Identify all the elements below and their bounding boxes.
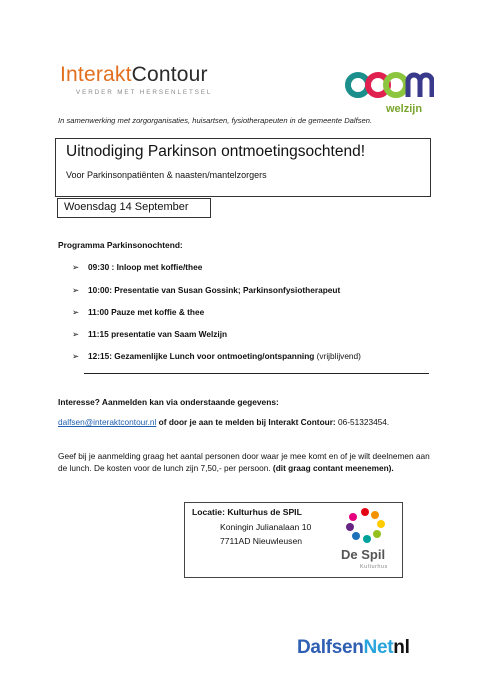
arrow-bullet-icon: ➢ (72, 307, 79, 317)
intro-text: In samenwerking met zorgorganisaties, huisartsen, fysiotherapeuten in de gemeente Dalfsen. (58, 116, 373, 125)
program-item-text: 09:30 : Inloop met koffie/thee (88, 262, 203, 272)
saam-logo-sub: welzijn (386, 103, 423, 115)
phone-number: 06-51323454. (335, 417, 390, 427)
contact-line (58, 417, 389, 427)
dalfsennet-part-net: Net (363, 637, 394, 658)
program-item-text: 12:15: Gezamenlijke Lunch voor ontmoeting/ontspanning (88, 351, 315, 361)
dalfsennet-part-nl: nl (393, 637, 410, 658)
contact-text: of door je aan te melden bij Interakt Contour: (156, 417, 336, 427)
dalfsennet-logo (297, 637, 410, 659)
info-bold-text: (dit graag contant meenemen). (270, 462, 394, 473)
arrow-bullet-icon: ➢ (72, 329, 79, 339)
program-item (72, 329, 227, 339)
page-subtitle: Voor Parkinsonpatiënten & naasten/mantelzorgers (66, 170, 267, 180)
de-spil-logo-icon (340, 506, 390, 546)
program-item (72, 351, 361, 361)
info-text: Geef bij je aanmelding graag het aantal personen door waar je mee komt en of je wilt deelnemen aan de lunch. De kosten voor de lunch zijn 7,50,- per persoon. (58, 451, 430, 473)
program-item-note: (vrijblijvend) (314, 351, 361, 361)
arrow-bullet-icon: ➢ (72, 351, 79, 361)
arrow-bullet-icon: ➢ (72, 262, 79, 272)
program-heading: Programma Parkinsonochtend: (58, 240, 183, 250)
divider (84, 373, 429, 374)
program-item-text: 11:00 Pauze met koffie & thee (88, 307, 205, 317)
location-address-city: 7711AD Nieuwleusen (220, 536, 303, 546)
location-title: Locatie: Kulturhus de SPIL (192, 507, 302, 517)
email-link[interactable]: dalfsen@interaktcontour.nl (58, 417, 157, 427)
de-spil-logo-sub: Kulturhus (360, 564, 388, 570)
program-item-text: 10:00: Presentatie van Susan Gossink; Parkinsonfysiotherapeut (88, 285, 341, 295)
logo-tagline: VERDER MET HERSENLETSEL (76, 89, 213, 96)
program-item (72, 262, 202, 272)
arrow-bullet-icon: ➢ (72, 285, 79, 295)
program-item (72, 307, 204, 317)
interakt-contour-logo (60, 64, 212, 96)
de-spil-logo-name: De Spil (341, 547, 386, 562)
page-title: Uitnodiging Parkinson ontmoetingsochtend! (66, 143, 365, 160)
program-item (72, 285, 340, 295)
logo-part-contour: Contour (131, 63, 208, 86)
dalfsennet-part-dalfsen: Dalfsen (297, 637, 364, 658)
logo-part-interakt: Interakt (60, 63, 132, 86)
info-paragraph (58, 451, 438, 474)
interest-heading: Interesse? Aanmelden kan via onderstaande gegevens: (58, 397, 279, 407)
program-item-text: 11:15 presentatie van Saam Welzijn (88, 329, 228, 339)
event-date: Woensdag 14 September (64, 201, 189, 213)
location-address-street: Koningin Julianalaan 10 (220, 522, 312, 532)
